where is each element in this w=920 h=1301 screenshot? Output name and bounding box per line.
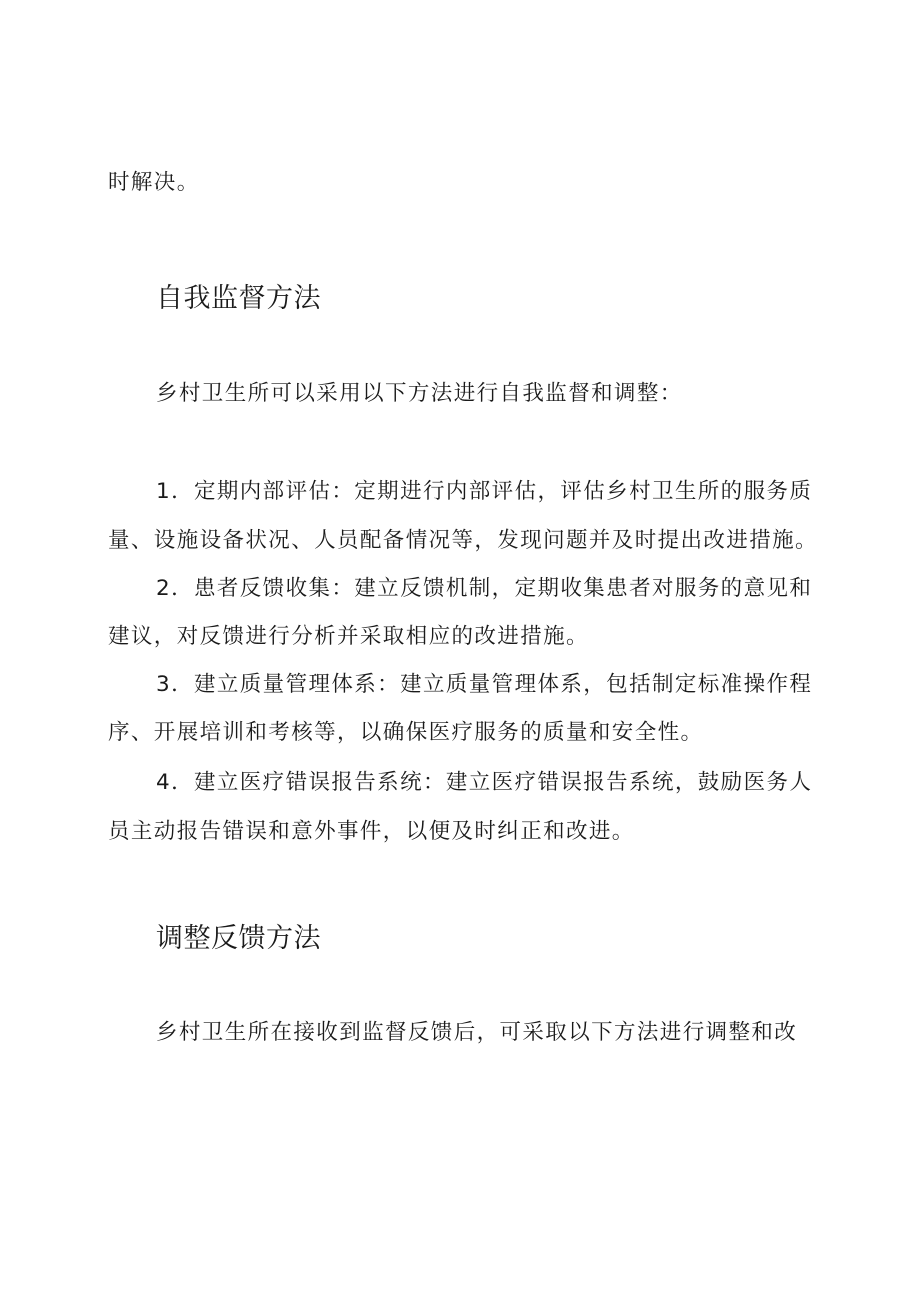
list-item-line: 3．建立质量管理体系：建立质量管理体系，包括制定标准操作程 — [156, 672, 813, 697]
section-intro-feedback-adjustment: 乡村卫生所在接收到监督反馈后，可采取以下方法进行调整和改 — [156, 1020, 798, 1045]
list-item-line: 序、开展培训和考核等，以确保医疗服务的质量和安全性。 — [108, 720, 704, 745]
list-item-line: 4．建立医疗错误报告系统：建立医疗错误报告系统，鼓励医务人 — [156, 770, 813, 795]
list-item-line: 员主动报告错误和意外事件，以便及时纠正和改进。 — [108, 819, 635, 844]
list-item-line: 量、设施设备状况、人员配备情况等，发现问题并及时提出改进措施。 — [108, 528, 818, 553]
list-item-line: 建议，对反馈进行分析并采取相应的改进措施。 — [108, 624, 589, 649]
section-heading-self-supervision: 自我监督方法 — [156, 283, 321, 314]
list-item-line: 1．定期内部评估：定期进行内部评估，评估乡村卫生所的服务质 — [156, 479, 813, 504]
list-item-line: 2．患者反馈收集：建立反馈机制，定期收集患者对服务的意见和 — [156, 576, 813, 601]
section-intro-self-supervision: 乡村卫生所可以采用以下方法进行自我监督和调整： — [156, 381, 683, 406]
section-heading-feedback-adjustment: 调整反馈方法 — [156, 923, 321, 954]
paragraph-continuation: 时解决。 — [108, 170, 200, 195]
